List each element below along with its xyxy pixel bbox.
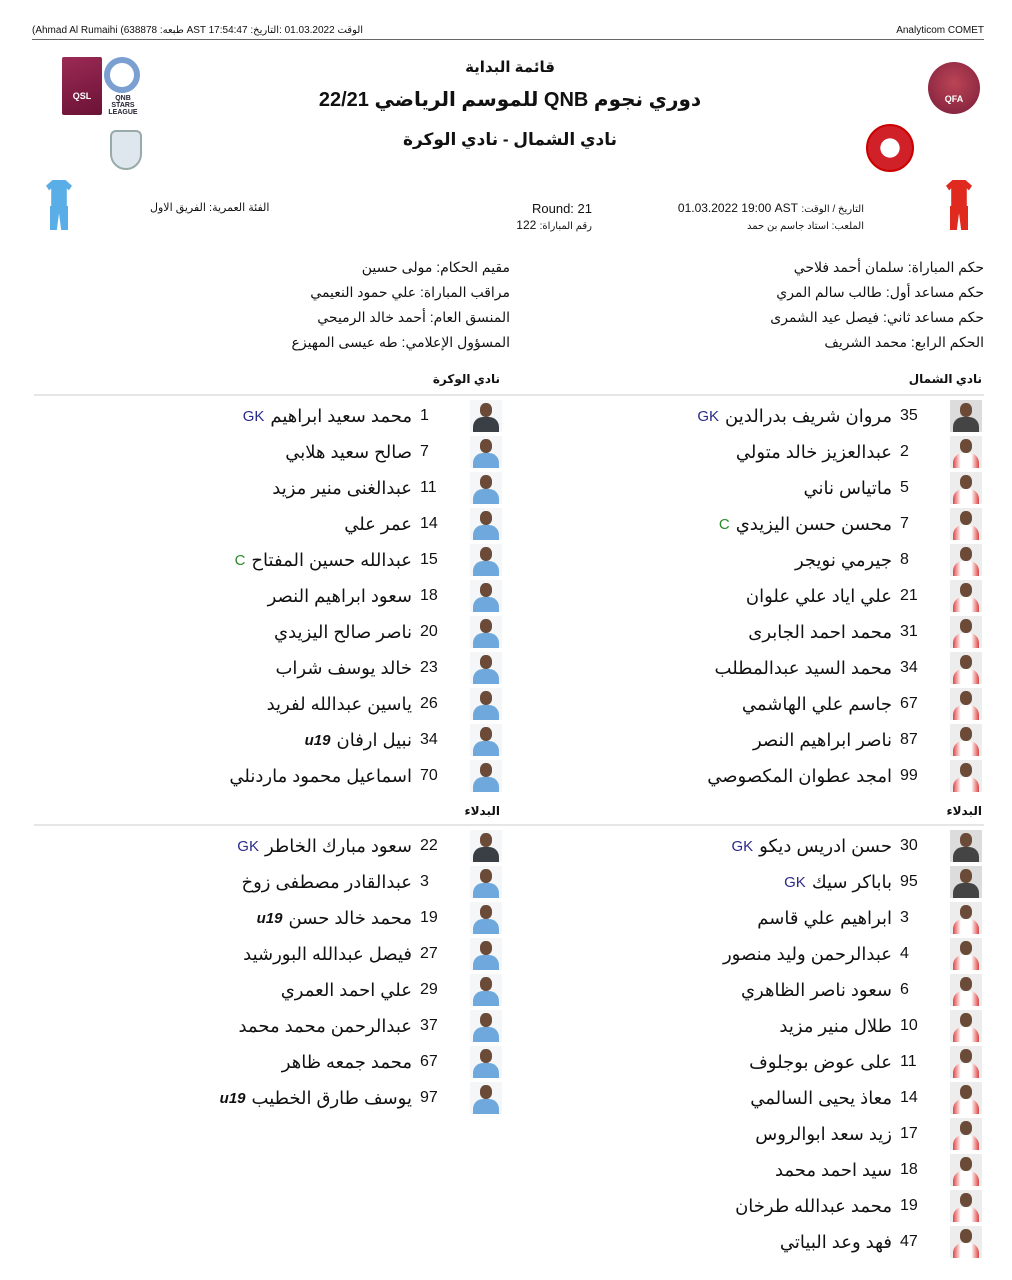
competition-title: دوري نجوم QNB للموسم الرياضي 22/21 bbox=[318, 89, 702, 111]
player-number: 10 bbox=[900, 1017, 918, 1034]
player-number: 6 bbox=[900, 981, 909, 998]
round-value: Round: 21 bbox=[532, 201, 592, 216]
player-row bbox=[522, 398, 982, 434]
player-number: 37 bbox=[420, 1017, 438, 1034]
player-row bbox=[42, 686, 502, 722]
player-name: عمر علي bbox=[344, 513, 412, 534]
player-number: 67 bbox=[420, 1053, 438, 1070]
home-kit-icon bbox=[946, 180, 972, 232]
player-number: 67 bbox=[900, 695, 918, 712]
player-photo bbox=[950, 652, 982, 684]
player-row bbox=[522, 1224, 982, 1260]
player-row bbox=[522, 614, 982, 650]
player-photo bbox=[950, 902, 982, 934]
player-name: عبدالله حسين المفتاح bbox=[251, 549, 412, 570]
player-name: محمد خالد حسن bbox=[288, 907, 412, 928]
player-row bbox=[522, 722, 982, 758]
player-photo bbox=[950, 1046, 982, 1078]
player-photo bbox=[950, 580, 982, 612]
home-team-heading: نادي الشمال bbox=[908, 372, 982, 386]
player-name: ناصر صالح اليزيدي bbox=[274, 621, 412, 642]
match-datetime-stadium bbox=[678, 200, 864, 235]
away-team-heading: نادي الوكرة bbox=[432, 372, 500, 386]
system-name: Analyticom COMET bbox=[896, 25, 984, 36]
player-photo bbox=[950, 472, 982, 504]
player-name: اسماعيل محمود ماردنلي bbox=[229, 765, 412, 786]
player-number: 19 bbox=[900, 1197, 918, 1214]
title-block bbox=[300, 56, 720, 160]
goalkeeper-badge: GK bbox=[697, 407, 720, 425]
player-number: 19 bbox=[420, 909, 438, 926]
referee: حكم المباراة: سلمان أحمد فلاحي bbox=[793, 259, 984, 275]
player-number: 1 bbox=[420, 407, 429, 424]
u19-badge: u19 bbox=[256, 909, 283, 927]
player-row bbox=[42, 1080, 502, 1116]
player-name: محمد السيد عبدالمطلب bbox=[714, 657, 892, 678]
player-number: 11 bbox=[420, 479, 437, 496]
player-number: 34 bbox=[900, 659, 918, 676]
media-officer: المسؤول الإعلامي: طه عيسى المهيزع bbox=[291, 334, 510, 350]
player-number: 7 bbox=[420, 443, 429, 460]
referees-list bbox=[770, 255, 984, 355]
player-number: 29 bbox=[420, 981, 438, 998]
player-number: 3 bbox=[900, 909, 909, 926]
player-photo bbox=[470, 580, 502, 612]
away-starters bbox=[42, 398, 502, 794]
player-photo bbox=[470, 508, 502, 540]
player-name: سعود ابراهيم النصر bbox=[267, 585, 412, 606]
player-photo bbox=[470, 400, 502, 432]
player-photo bbox=[950, 1190, 982, 1222]
player-photo bbox=[470, 866, 502, 898]
player-number: 21 bbox=[900, 587, 918, 604]
qsl-logo-icon: QSL bbox=[62, 57, 102, 115]
player-photo bbox=[950, 1154, 982, 1186]
player-number: 18 bbox=[900, 1161, 918, 1178]
player-photo bbox=[470, 938, 502, 970]
goalkeeper-badge: GK bbox=[731, 837, 754, 855]
player-row bbox=[522, 864, 982, 900]
player-photo bbox=[950, 616, 982, 648]
player-name: امجد عطوان المكصوصي bbox=[707, 765, 892, 786]
player-number: 14 bbox=[900, 1089, 918, 1106]
player-name: سيد احمد محمد bbox=[774, 1159, 892, 1180]
u19-badge: u19 bbox=[219, 1089, 246, 1107]
player-row bbox=[42, 1044, 502, 1080]
player-photo bbox=[470, 1046, 502, 1078]
player-row bbox=[522, 936, 982, 972]
player-number: 30 bbox=[900, 837, 918, 854]
player-photo bbox=[950, 830, 982, 862]
player-row bbox=[522, 1008, 982, 1044]
player-row bbox=[522, 758, 982, 794]
player-number: 17 bbox=[900, 1125, 918, 1142]
goalkeeper-badge: GK bbox=[237, 837, 259, 855]
player-name: عبدالغنى منير مزيد bbox=[272, 477, 412, 498]
player-photo bbox=[470, 652, 502, 684]
age-category bbox=[150, 200, 269, 217]
assistant-referee-1: حكم مساعد أول: طالب سالم المري bbox=[776, 284, 984, 300]
player-number: 15 bbox=[420, 551, 438, 568]
round-info bbox=[498, 200, 592, 235]
away-substitutes bbox=[42, 828, 502, 1116]
player-photo bbox=[470, 436, 502, 468]
player-number: 26 bbox=[420, 695, 438, 712]
divider bbox=[34, 824, 984, 826]
match-officials-list bbox=[292, 255, 511, 355]
player-photo bbox=[470, 688, 502, 720]
player-row bbox=[522, 542, 982, 578]
player-name: زيد سعد ابوالروس bbox=[755, 1123, 892, 1144]
assistant-referee-2: حكم مساعد ثاني: فيصل عيد الشمرى bbox=[770, 309, 984, 325]
datetime-label: التاريخ / الوقت: bbox=[801, 204, 864, 215]
stadium-label: الملعب: bbox=[831, 221, 864, 232]
player-name: ناصر ابراهيم النصر bbox=[752, 729, 892, 750]
player-photo bbox=[950, 544, 982, 576]
player-name: محسن حسن اليزيدي bbox=[735, 513, 892, 534]
category-value: الفريق الاول bbox=[150, 202, 206, 214]
player-row bbox=[42, 506, 502, 542]
player-row bbox=[522, 506, 982, 542]
player-name: على عوض بوجلوف bbox=[749, 1051, 892, 1072]
player-name: علي احمد العمري bbox=[280, 979, 412, 1000]
player-number: 20 bbox=[420, 623, 438, 640]
player-photo bbox=[950, 1226, 982, 1258]
player-photo bbox=[950, 938, 982, 970]
player-row bbox=[522, 650, 982, 686]
player-row bbox=[522, 1152, 982, 1188]
player-photo bbox=[470, 724, 502, 756]
player-name: علي اياد علي علوان bbox=[745, 585, 892, 606]
player-name: عبدالرحمن محمد محمد bbox=[238, 1015, 412, 1036]
player-number: 14 bbox=[420, 515, 438, 532]
player-photo bbox=[470, 830, 502, 862]
player-row bbox=[522, 828, 982, 864]
match-title: نادي الشمال - نادي الوكرة bbox=[402, 130, 618, 149]
player-row bbox=[522, 1080, 982, 1116]
qfa-logo-icon: QFA bbox=[928, 62, 980, 114]
player-number: 11 bbox=[900, 1053, 917, 1070]
player-name: حسن ادريس ديكو bbox=[759, 835, 892, 856]
player-row bbox=[522, 686, 982, 722]
player-number: 4 bbox=[900, 945, 909, 962]
player-number: 3 bbox=[420, 873, 429, 890]
player-number: 99 bbox=[900, 767, 918, 784]
player-row bbox=[42, 758, 502, 794]
match-number-value: 122 bbox=[516, 218, 537, 232]
player-row bbox=[42, 434, 502, 470]
player-number: 2 bbox=[900, 443, 909, 460]
home-subs-heading: البدلاء bbox=[946, 804, 982, 818]
player-number: 34 bbox=[420, 731, 438, 748]
general-coordinator: المنسق العام: أحمد خالد الرميحي bbox=[317, 309, 510, 325]
player-photo bbox=[950, 400, 982, 432]
player-row bbox=[42, 972, 502, 1008]
player-name: ماتياس ناني bbox=[803, 477, 892, 498]
player-name: خالد يوسف شراب bbox=[275, 657, 412, 678]
player-name: يوسف طارق الخطيب bbox=[251, 1087, 412, 1108]
match-commissioner: مراقب المباراة: علي حمود النعيمي bbox=[310, 284, 510, 300]
player-row bbox=[42, 578, 502, 614]
player-name: ابراهيم علي قاسم bbox=[757, 907, 892, 928]
print-header bbox=[32, 22, 984, 40]
player-row bbox=[42, 650, 502, 686]
player-name: نبيل ارفان bbox=[336, 729, 412, 750]
player-name: مروان شريف بدرالدين bbox=[725, 405, 892, 426]
player-row bbox=[522, 1116, 982, 1152]
player-name: عبدالعزيز خالد متولي bbox=[735, 441, 892, 462]
player-name: سعود مبارك الخاطر bbox=[264, 835, 412, 856]
player-row bbox=[42, 722, 502, 758]
player-photo bbox=[950, 1082, 982, 1114]
fourth-official: الحكم الرابع: محمد الشريف bbox=[824, 334, 984, 350]
player-number: 27 bbox=[420, 945, 438, 962]
player-name: معاذ يحيى السالمي bbox=[750, 1087, 892, 1108]
player-row bbox=[522, 900, 982, 936]
player-photo bbox=[950, 436, 982, 468]
print-info: (Ahmad Al Rumaihi (638878 :طبعه AST 17:54:47 :الوقت 01.03.2022 :التاريخ bbox=[32, 25, 364, 36]
player-number: 23 bbox=[420, 659, 438, 676]
player-photo bbox=[470, 472, 502, 504]
away-subs-heading: البدلاء bbox=[464, 804, 500, 818]
datetime-value: 01.03.2022 19:00 AST bbox=[677, 201, 798, 215]
player-row bbox=[42, 470, 502, 506]
captain-badge: C bbox=[718, 515, 730, 533]
home-substitutes bbox=[522, 828, 982, 1260]
player-photo bbox=[470, 902, 502, 934]
player-number: 5 bbox=[900, 479, 909, 496]
u19-badge: u19 bbox=[304, 731, 331, 749]
player-photo bbox=[470, 544, 502, 576]
player-name: جيرمي نويجر bbox=[794, 549, 892, 570]
player-number: 31 bbox=[900, 623, 918, 640]
player-name: فهد وعد البياتي bbox=[779, 1231, 892, 1252]
player-row bbox=[522, 470, 982, 506]
player-number: 87 bbox=[900, 731, 918, 748]
player-photo bbox=[950, 866, 982, 898]
goalkeeper-badge: GK bbox=[784, 873, 806, 891]
player-photo bbox=[470, 1082, 502, 1114]
player-name: باباكر سيك bbox=[811, 871, 892, 892]
player-photo bbox=[470, 1010, 502, 1042]
player-photo bbox=[950, 760, 982, 792]
player-name: محمد جمعه ظاهر bbox=[281, 1051, 412, 1072]
player-name: جاسم علي الهاشمي bbox=[741, 693, 892, 714]
player-name: ياسين عبدالله لفريد bbox=[266, 693, 412, 714]
player-number: 35 bbox=[900, 407, 918, 424]
player-number: 18 bbox=[420, 587, 438, 604]
al-wakrah-crest-icon bbox=[110, 130, 142, 170]
player-photo bbox=[950, 1118, 982, 1150]
player-number: 7 bbox=[900, 515, 909, 532]
player-row bbox=[42, 398, 502, 434]
al-shamal-crest-icon bbox=[866, 124, 914, 172]
player-number: 95 bbox=[900, 873, 918, 890]
away-kit-icon bbox=[46, 180, 72, 232]
player-name: محمد عبدالله طرخان bbox=[735, 1195, 892, 1216]
home-starters bbox=[522, 398, 982, 794]
player-number: 70 bbox=[420, 767, 438, 784]
stadium-value: استاد جاسم بن حمد bbox=[746, 221, 829, 232]
player-number: 8 bbox=[900, 551, 909, 568]
player-row bbox=[522, 434, 982, 470]
player-name: سعود ناصر الظاهري bbox=[740, 979, 892, 1000]
player-name: فيصل عبدالله البورشيد bbox=[243, 943, 412, 964]
qnb-stars-league-logo-icon: QNB STARS LEAGUE bbox=[104, 57, 142, 113]
player-name: طلال منير مزيد bbox=[779, 1015, 892, 1036]
player-row bbox=[522, 1188, 982, 1224]
player-row bbox=[522, 1044, 982, 1080]
player-name: عبدالقادر مصطفى زوخ bbox=[241, 871, 412, 892]
player-row bbox=[42, 614, 502, 650]
divider bbox=[34, 394, 984, 396]
player-photo bbox=[950, 688, 982, 720]
player-name: محمد سعيد ابراهيم bbox=[270, 405, 412, 426]
player-photo bbox=[470, 616, 502, 648]
player-row bbox=[42, 864, 502, 900]
player-row bbox=[42, 828, 502, 864]
captain-badge: C bbox=[234, 551, 246, 569]
player-photo bbox=[950, 724, 982, 756]
category-label: الفئة العمرية: bbox=[209, 202, 270, 214]
referee-assessor: مقيم الحكام: مولى حسين bbox=[361, 259, 510, 275]
player-photo bbox=[950, 1010, 982, 1042]
player-name: صالح سعيد هلابي bbox=[285, 441, 412, 462]
player-photo bbox=[950, 974, 982, 1006]
goalkeeper-badge: GK bbox=[242, 407, 265, 425]
player-row bbox=[42, 1008, 502, 1044]
player-name: عبدالرحمن وليد منصور bbox=[722, 943, 892, 964]
player-row bbox=[522, 972, 982, 1008]
player-row bbox=[522, 578, 982, 614]
player-number: 47 bbox=[900, 1233, 918, 1250]
player-number: 22 bbox=[420, 837, 438, 854]
player-photo bbox=[470, 974, 502, 1006]
player-row bbox=[42, 936, 502, 972]
player-name: محمد احمد الجابرى bbox=[748, 621, 892, 642]
match-number-label: رقم المباراة: bbox=[539, 221, 592, 232]
document-title: قائمة البداية bbox=[465, 59, 555, 76]
player-photo bbox=[470, 760, 502, 792]
player-row bbox=[42, 542, 502, 578]
player-number: 97 bbox=[420, 1089, 438, 1106]
player-row bbox=[42, 900, 502, 936]
player-photo bbox=[950, 508, 982, 540]
